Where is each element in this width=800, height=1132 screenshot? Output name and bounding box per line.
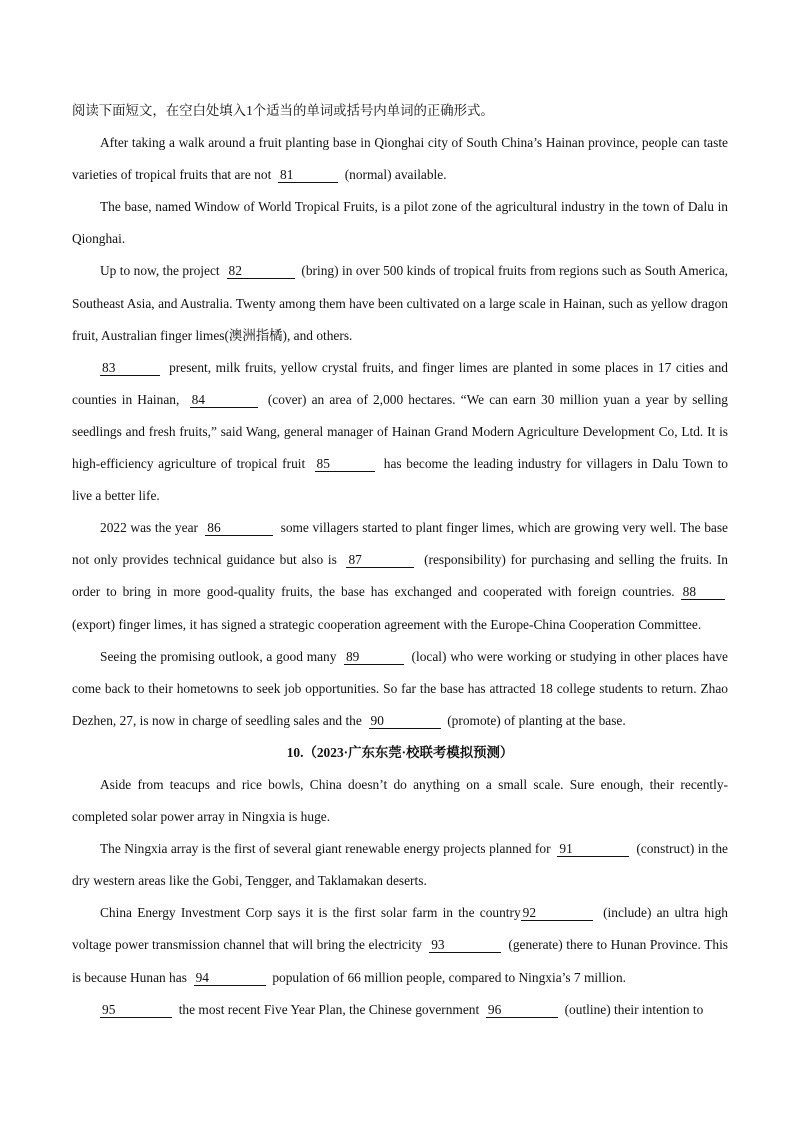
paragraph-text: The Ningxia array is the first of several giant renewable energy projects planned for (100, 841, 551, 857)
paragraph-text: (promote) of planting at the base. (447, 712, 626, 728)
paragraph-text: (bring) in over 500 kinds of tropical fruits from regions such as South America, Southeast Asia, and Australia. Twenty among them have been cultivated on a large scale in Hainan, such as yellow dragon fruit, Australian finger limes(澳洲指橘), and others. (72, 263, 729, 343)
paragraph-text: (normal) available. (344, 167, 447, 183)
paragraph-4 (72, 352, 728, 512)
paragraph-text: population of 66 million people, compared to Ningxia’s 7 million. (272, 969, 626, 985)
blank-84[interactable]: 84 (190, 393, 258, 408)
paragraph-text: Seeing the promising outlook, a good many (100, 648, 337, 664)
instruction: 阅读下面短文，在空白处填入1个适当的单词或括号内单词的正确形式。 (72, 103, 494, 118)
document-page (72, 95, 728, 1026)
paragraph-9 (72, 897, 728, 993)
blank-96[interactable]: 96 (486, 1003, 558, 1018)
blank-91[interactable]: 91 (557, 842, 629, 857)
paragraph-text: 2022 was the year (100, 520, 198, 536)
paragraph-text: (cover) an area of 2,000 hectares. “We can earn 30 million yuan a year by selling seedlings and fresh fruits,” said Wang, general manager of Hainan Grand Modern Agriculture Development Co, Ltd. It is high-efficiency agriculture of tropical fruit (72, 391, 728, 472)
paragraph-text: China Energy Investment Corp says it is the first solar farm in the country (100, 905, 521, 921)
paragraph-10 (72, 994, 728, 1026)
paragraph-text: After taking a walk around a fruit planting base in Qionghai city of South China’s Hainan province, people can taste varieties of tropical fruits that are not (72, 135, 728, 183)
paragraph-text: Up to now, the project (100, 263, 220, 279)
blank-93[interactable]: 93 (429, 938, 501, 953)
paragraph-text: present, milk fruits, yellow crystal fruits, and finger limes are planted in some places in 17 cities and counties in Hainan, (72, 359, 728, 407)
paragraph-text: (construct) in the dry western areas like the Gobi, Tengger, and Taklamakan deserts. (72, 841, 728, 889)
paragraph-text: has become the leading industry for villagers in Dalu Town to live a better life. (72, 456, 728, 504)
blank-83[interactable]: 83 (100, 361, 160, 376)
blank-87[interactable]: 87 (346, 553, 414, 568)
blank-89[interactable]: 89 (344, 650, 404, 665)
paragraph-text: some villagers started to plant finger limes, which are growing very well. The base not only provides technical guidance but also is (72, 520, 728, 568)
paragraph-text: (export) finger limes, it has signed a strategic cooperation agreement with the Europe-China Cooperation Committee. (72, 616, 702, 632)
blank-81[interactable]: 81 (278, 168, 338, 183)
paragraph-3 (72, 255, 728, 351)
blank-85[interactable]: 85 (315, 457, 375, 472)
paragraph-7: Aside from teacups and rice bowls, China doesn’t do anything on a small scale. Sure enough, their recently-completed solar power array in Ningxia is huge. (72, 776, 728, 825)
paragraph-2: The base, named Window of World Tropical Fruits, is a pilot zone of the agricultural industry in the town of Dalu in Qionghai. (72, 199, 728, 247)
paragraph-8 (72, 833, 728, 897)
paragraph-text: (outline) their intention to (564, 1001, 704, 1017)
paragraph-text: (generate) there to Hunan Province. This is because Hunan has (72, 937, 728, 985)
blank-86[interactable]: 86 (205, 521, 273, 536)
paragraph-text: the most recent Five Year Plan, the Chinese government (178, 1001, 480, 1017)
section-heading: 10.（2023·广东东莞·校联考模拟预测） (286, 744, 514, 760)
paragraph-6 (72, 641, 728, 737)
paragraph-5 (72, 512, 728, 640)
blank-95[interactable]: 95 (100, 1003, 172, 1018)
blank-94[interactable]: 94 (194, 971, 266, 986)
blank-88[interactable]: 88 (681, 585, 725, 600)
paragraph-text: (responsibility) for purchasing and selling the fruits. In order to bring in more good-quality fruits, the base has exchanged and cooperated with foreign countries. (72, 552, 728, 600)
blank-82[interactable]: 82 (227, 264, 295, 279)
blank-92[interactable]: 92 (521, 906, 593, 921)
paragraph-text: (include) an ultra high voltage power transmission channel that will bring the electricity (72, 905, 728, 953)
paragraph-text: (local) who were working or studying in other places have come back to their hometowns to seek job opportunities. So far the base has attracted 18 college students to return. Zhao Dezhen, 27, is now in charge of seedling sales and the (72, 648, 728, 728)
blank-90[interactable]: 90 (369, 714, 441, 729)
paragraph-1 (72, 127, 728, 191)
